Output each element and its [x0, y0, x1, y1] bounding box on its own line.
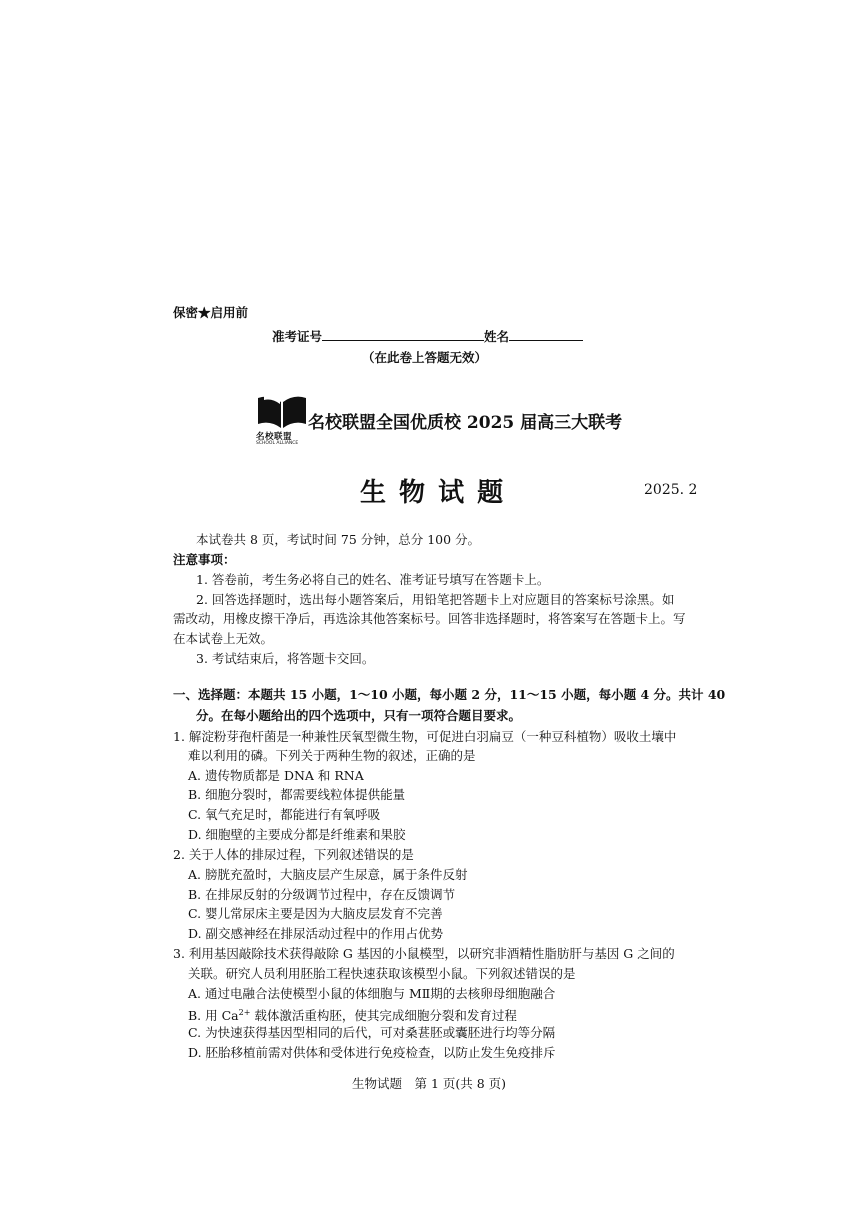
section1-line2: 分。在每小题给出的四个选项中，只有一项符合题目要求。 [196, 708, 522, 723]
q2-option-b: B. 在排尿反射的分级调节过程中，存在反馈调节 [188, 887, 456, 902]
invalid-note: （在此卷上答题无效） [362, 350, 488, 365]
q1-option-d: D. 细胞壁的主要成分都是纤维素和果胶 [188, 827, 406, 842]
exam-date: 2025. 2 [644, 482, 698, 498]
q3-option-a: A. 通过电融合法使模型小鼠的体细胞与 MⅡ期的去核卵母细胞融合 [188, 986, 556, 1001]
note-item-2-line3: 在本试卷上无效。 [173, 631, 274, 646]
q1-option-c: C. 氧气充足时，都能进行有氧呼吸 [188, 807, 381, 822]
q1-option-b: B. 细胞分裂时，都需要线粒体提供能量 [188, 787, 406, 802]
logo-text-cn: 名校联盟 [256, 432, 293, 442]
intro-text: 本试卷共 8 页，考试时间 75 分钟，总分 100 分。 [196, 532, 481, 547]
q1-stem-line1: 1. 解淀粉芽孢杆菌是一种兼性厌氧型微生物，可促进白羽扁豆（一种豆科植物）吸收土壤中 [173, 729, 677, 744]
q3-stem-line2: 关联。研究人员利用胚胎工程快速获取该模型小鼠。下列叙述错误的是 [188, 966, 576, 981]
q2-stem: 2. 关于人体的排尿过程，下列叙述错误的是 [173, 847, 414, 862]
page-footer: 生物试题 第 1 页(共 8 页) [352, 1076, 507, 1091]
exam-id-blank [322, 328, 484, 341]
q3-option-d: D. 胚胎移植前需对供体和受体进行免疫检查，以防止发生免疫排斥 [188, 1045, 556, 1060]
subject-title: 生 物 试 题 [360, 478, 506, 508]
confidential-label: 保密★启用前 [173, 305, 249, 320]
notes-heading: 注意事项： [173, 552, 236, 567]
q3-option-b [188, 1005, 517, 1024]
q3-option-c: C. 为快速获得基因型相同的后代，可对桑葚胚或囊胚进行均等分隔 [188, 1025, 556, 1040]
q1-stem-line2: 难以利用的磷。下列关于两种生物的叙述，正确的是 [188, 748, 476, 763]
note-item-2-line2: 需改动，用橡皮擦干净后，再选涂其他答案标号。回答非选择题时，将答案写在答题卡上。写 [173, 611, 686, 626]
q3-option-b-sup: 2+ [238, 1008, 251, 1017]
exam-id-row [272, 328, 583, 345]
q2-option-d: D. 副交感神经在排尿活动过程中的作用占优势 [188, 926, 444, 941]
note-item-1: 1. 答卷前，考生务必将自己的姓名、准考证号填写在答题卡上。 [196, 572, 550, 587]
exam-id-label: 准考证号 [272, 329, 323, 344]
q2-option-c: C. 婴儿常尿床主要是因为大脑皮层发育不完善 [188, 906, 443, 921]
name-label: 姓名 [484, 329, 510, 344]
exam-title: 名校联盟全国优质校 2025 届高三大联考 [308, 413, 623, 433]
q3-option-b-pre: B. 用 Ca [188, 1008, 239, 1023]
section1-line1: 一、选择题：本题共 15 小题，1～10 小题，每小题 2 分，11～15 小题，每小题 4 分。共计 40 [173, 687, 726, 702]
open-book-icon [256, 394, 308, 430]
q3-option-b-post: 载体激活重构胚，使其完成细胞分裂和发育过程 [250, 1008, 517, 1023]
note-item-3: 3. 考试结束后，将答题卡交回。 [196, 651, 375, 666]
q1-option-a: A. 遗传物质都是 DNA 和 RNA [188, 768, 364, 783]
q3-stem-line1: 3. 利用基因敲除技术获得敲除 G 基因的小鼠模型，以研究非酒精性脂肪肝与基因 G 之间的 [173, 946, 675, 961]
note-item-2-line1: 2. 回答选择题时，选出每小题答案后，用铅笔把答题卡上对应题目的答案标号涂黑。如 [196, 592, 675, 607]
q2-option-a: A. 膀胱充盈时，大脑皮层产生尿意，属于条件反射 [188, 867, 468, 882]
school-alliance-logo [256, 394, 308, 448]
name-blank [509, 328, 583, 341]
logo-text-en: SCHOOL ALLIANCE [256, 441, 299, 446]
